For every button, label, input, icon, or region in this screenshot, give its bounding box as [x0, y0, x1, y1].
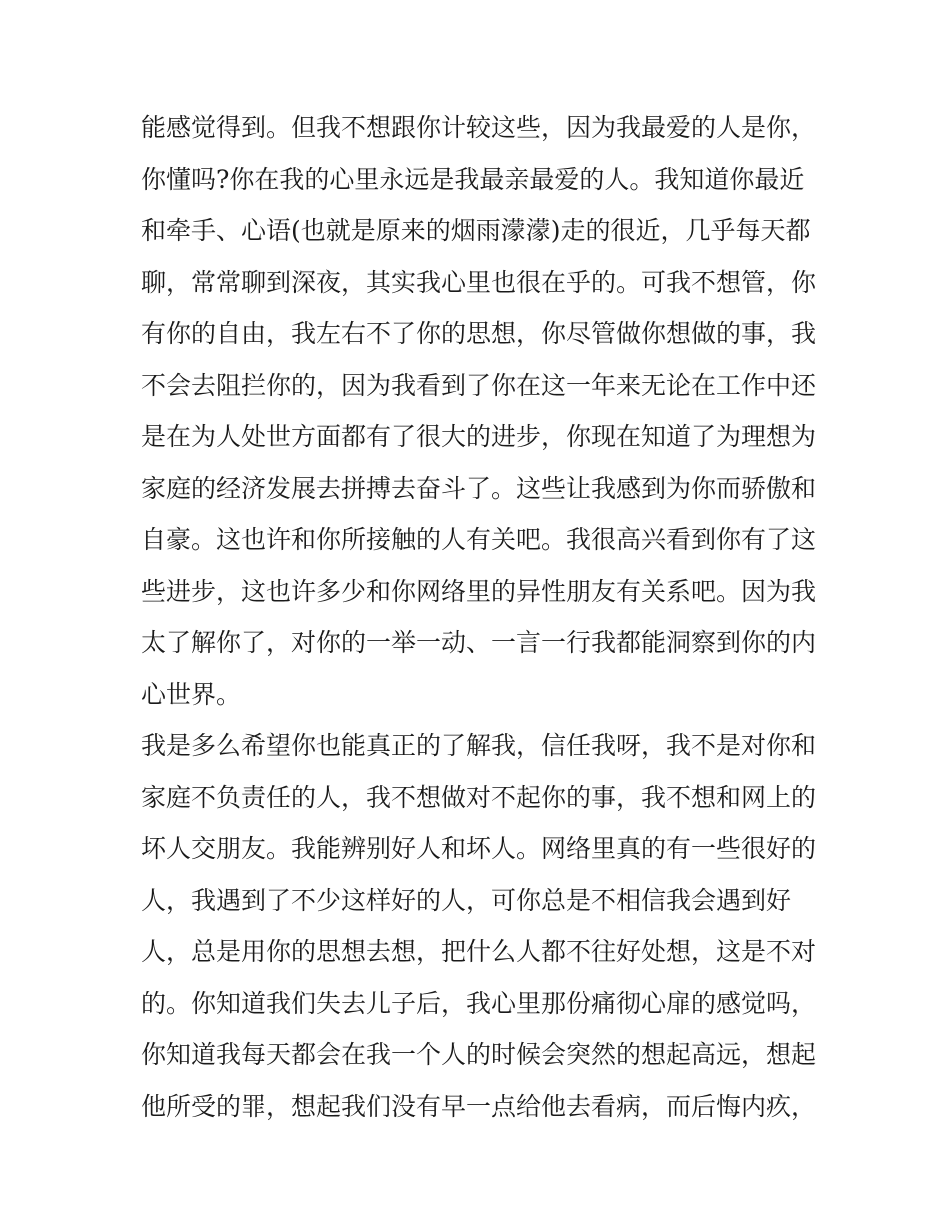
text-line: 他所受的罪，想起我们没有早一点给他去看病，而后悔内疚，	[141, 1091, 817, 1121]
text-line: 有你的自由，我左右不了你的思想，你尽管做你想做的事，我	[141, 319, 817, 348]
body-text	[141, 102, 821, 1132]
text-line: 坏人交朋友。我能辨别好人和坏人。网络里真的有一些很好的	[141, 834, 817, 863]
text-line: 我是多么希望你也能真正的了解我，信任我呀，我不是对你和	[141, 731, 817, 760]
text-line: 和牵手、心语(也就是原来的烟雨濛濛)走的很近，几乎每天都	[141, 216, 811, 245]
text-line: 你懂吗?你在我的心里永远是我最亲最爱的人。我知道你最近	[141, 164, 805, 194]
text-line: 聊，常常聊到深夜，其实我心里也很在乎的。可我不想管，你	[141, 267, 817, 297]
text-line: 你知道我每天都会在我一个人的时候会突然的想起高远，想起	[141, 1040, 817, 1069]
text-line: 太了解你了，对你的一举一动、一言一行我都能洞察到你的内	[141, 628, 817, 657]
text-line: 人，我遇到了不少这样好的人，可你总是不相信我会遇到好	[141, 885, 792, 915]
text-line: 能感觉得到。但我不想跟你计较这些，因为我最爱的人是你，	[141, 113, 817, 142]
text-line: 的。你知道我们失去儿子后，我心里那份痛彻心扉的感觉吗，	[141, 988, 817, 1018]
text-line: 自豪。这也许和你所接触的人有关吧。我很高兴看到你有了这	[141, 525, 817, 554]
text-line: 不会去阻拦你的，因为我看到了你在这一年来无论在工作中还	[141, 370, 817, 400]
text-line: 人，总是用你的思想去想，把什么人都不往好处想，这是不对	[141, 937, 817, 966]
text-line: 些进步，这也许多少和你网络里的异性朋友有关系吧。因为我	[141, 576, 817, 606]
text-line: 家庭的经济发展去拼搏去奋斗了。这些让我感到为你而骄傲和	[141, 473, 817, 503]
text-line: 是在为人处世方面都有了很大的进步，你现在知道了为理想为	[141, 422, 817, 451]
text-line: 家庭不负责任的人，我不想做对不起你的事，我不想和网上的	[141, 782, 817, 812]
text-line: 心世界。	[141, 679, 242, 709]
